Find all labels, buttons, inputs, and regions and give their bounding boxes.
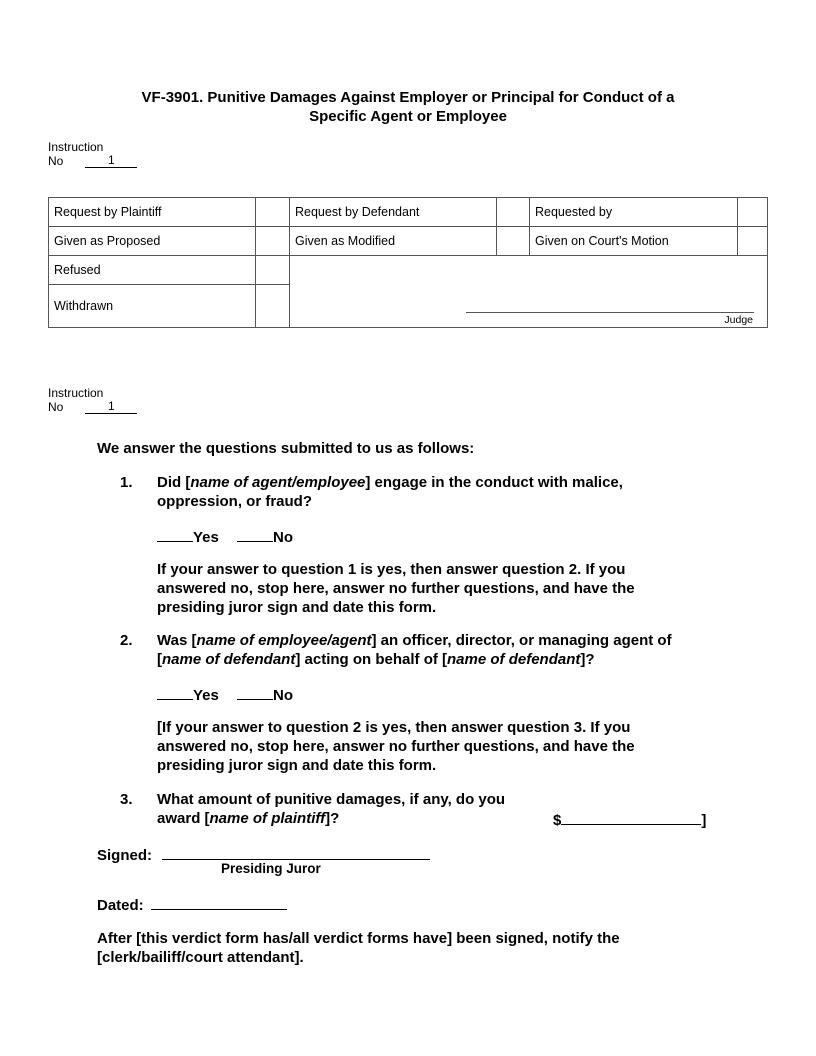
placeholder-employee-agent: name of employee/agent <box>196 632 372 649</box>
damages-amount-field <box>553 809 706 830</box>
yes-label: Yes <box>193 529 219 546</box>
followup-line: [If your answer to question 2 is yes, then answer question 3. If you <box>157 719 631 736</box>
closing-instructions <box>97 929 737 967</box>
cell-request-by-defendant: Request by Defendant <box>295 205 420 219</box>
question-number: 3. <box>120 791 133 808</box>
q2-yes-blank[interactable] <box>157 684 193 700</box>
closing-line: After [this verdict form has/all verdict forms have] been signed, notify the <box>97 930 620 947</box>
q3-text: award [ <box>157 810 210 827</box>
cell-given-as-modified: Given as Modified <box>295 234 396 248</box>
dollar-sign: $ <box>553 812 562 829</box>
checkbox-refused[interactable] <box>256 256 289 284</box>
followup-line: presiding juror sign and date this form. <box>157 757 437 774</box>
q1-text: Did [ <box>157 474 191 491</box>
cell-given-on-courts-motion: Given on Court's Motion <box>535 234 669 248</box>
judge-signature-line[interactable] <box>466 312 754 313</box>
cell-given-as-proposed: Given as Proposed <box>54 234 161 248</box>
instruction-label: Instruction <box>48 386 104 400</box>
q1-answer-options <box>157 526 293 547</box>
request-status-table <box>48 197 768 328</box>
q3-text-line1: What amount of punitive damages, if any, do you <box>157 791 506 808</box>
question-number: 2. <box>120 632 133 649</box>
q1-yes-blank[interactable] <box>157 526 193 542</box>
checkbox-given-on-courts-motion[interactable] <box>738 227 767 255</box>
cell-withdrawn: Withdrawn <box>54 299 114 313</box>
checkbox-given-as-modified[interactable] <box>497 227 529 255</box>
q2-followup-instructions <box>157 718 737 775</box>
placeholder-agent-employee: name of agent/employee <box>190 474 366 491</box>
question-number: 1. <box>120 474 133 491</box>
checkbox-withdrawn[interactable] <box>256 285 289 327</box>
q2-text: ]? <box>580 651 595 668</box>
date-line[interactable] <box>151 894 287 910</box>
checkbox-requested-by[interactable] <box>738 198 767 226</box>
q2-text: ] an officer, director, or managing agent of <box>371 632 672 649</box>
followup-line: presiding juror sign and date this form. <box>157 599 437 616</box>
q2-no-blank[interactable] <box>237 684 273 700</box>
yes-label: Yes <box>193 687 219 704</box>
document-title <box>0 88 816 126</box>
checkbox-given-as-proposed[interactable] <box>256 227 289 255</box>
presiding-juror-signature-line[interactable] <box>162 844 430 860</box>
no-label: No <box>48 154 64 168</box>
instruction-number-block <box>48 140 137 168</box>
q2-text: ] acting on behalf of [ <box>295 651 448 668</box>
instruction-number-field[interactable]: 1 <box>85 154 137 168</box>
q1-followup-instructions <box>157 560 737 617</box>
closing-line: [clerk/bailiff/court attendant]. <box>97 949 304 966</box>
placeholder-defendant: name of defendant <box>447 651 581 668</box>
closing-bracket: ] <box>701 812 707 829</box>
cell-request-by-plaintiff: Request by Plaintiff <box>54 205 162 219</box>
cell-requested-by: Requested by <box>535 205 613 219</box>
instruction-label: Instruction <box>48 140 104 154</box>
intro-text: We answer the questions submitted to us as follows: <box>97 440 475 457</box>
title-line-1: VF-3901. Punitive Damages Against Employer or Principal for Conduct of a <box>141 89 675 106</box>
checkbox-request-by-defendant[interactable] <box>497 198 529 226</box>
dated-label: Dated: <box>97 897 144 914</box>
q2-answer-options <box>157 684 293 705</box>
q2-text: Was [ <box>157 632 197 649</box>
instruction-number-block <box>48 386 137 414</box>
placeholder-defendant: name of defendant <box>162 651 296 668</box>
signed-label: Signed: <box>97 847 152 864</box>
q3-text: ]? <box>325 810 340 827</box>
checkbox-request-by-plaintiff[interactable] <box>256 198 289 226</box>
no-label: No <box>48 400 64 414</box>
q1-text-line2: oppression, or fraud? <box>157 493 313 510</box>
q2-text: [ <box>157 651 162 668</box>
placeholder-plaintiff: name of plaintiff <box>209 810 326 827</box>
no-label: No <box>273 529 294 546</box>
no-label: No <box>273 687 294 704</box>
q1-no-blank[interactable] <box>237 526 273 542</box>
presiding-juror-label: Presiding Juror <box>221 861 321 876</box>
followup-line: answered no, stop here, answer no further questions, and have the <box>157 580 635 597</box>
judge-label: Judge <box>724 314 753 326</box>
followup-line: answered no, stop here, answer no further questions, and have the <box>157 738 635 755</box>
dated-row <box>97 894 287 915</box>
followup-line: If your answer to question 1 is yes, then answer question 2. If you <box>157 561 626 578</box>
title-line-2: Specific Agent or Employee <box>309 108 507 125</box>
cell-refused: Refused <box>54 263 101 277</box>
q1-text: ] engage in the conduct with malice, <box>365 474 623 491</box>
instruction-number-field[interactable]: 1 <box>85 400 137 414</box>
damages-amount-blank[interactable] <box>561 809 701 825</box>
